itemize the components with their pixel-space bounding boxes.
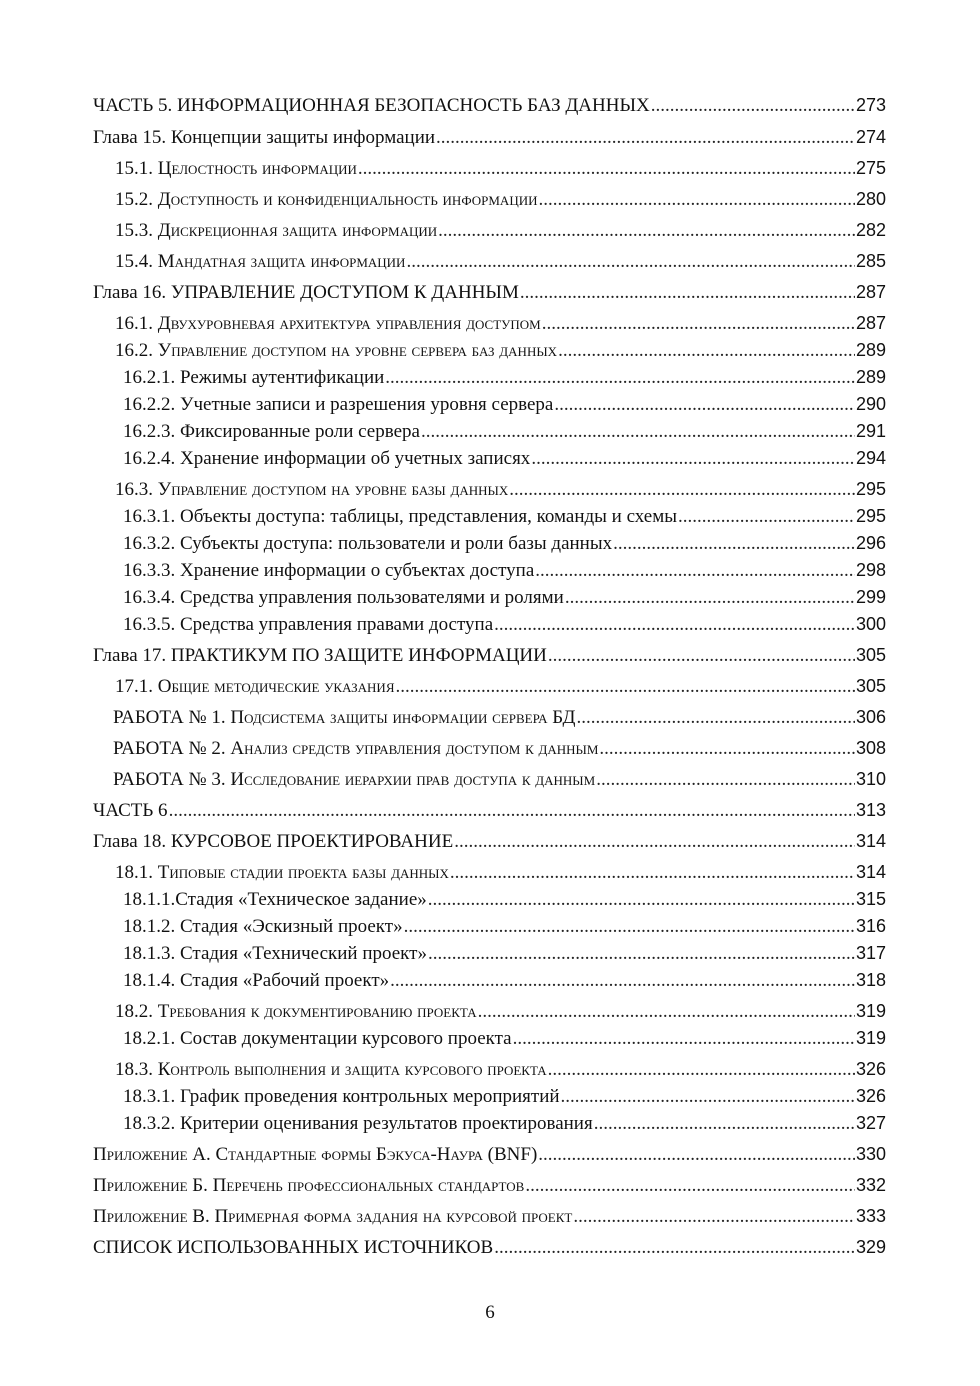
- toc-entry-title: ЧАСТЬ 5. ИНФОРМАЦИОННАЯ БЕЗОПАСНОСТЬ БАЗ ДАННЫХ: [93, 95, 650, 116]
- toc-entry-page: 274: [855, 127, 886, 147]
- toc-entry-title: 18.1. Типовые стадии проекта базы данных: [115, 862, 449, 883]
- toc-entry-title: Глава 16. УПРАВЛЕНИЕ ДОСТУПОМ К ДАННЫМ: [93, 282, 519, 303]
- toc-entry-subsection-18-3-1[interactable]: [93, 1083, 886, 1110]
- toc-entry-title: СПИСОК ИСПОЛЬЗОВАННЫХ ИСТОЧНИКОВ: [93, 1237, 494, 1258]
- toc-entry-title: Глава 15. Концепции защиты информации: [93, 127, 436, 148]
- toc-entry-title: 16.3.4. Средства управления пользователями и ролями: [123, 587, 564, 608]
- toc-entry-subsection-16-3-3[interactable]: [93, 557, 886, 584]
- toc-entry-page: 308: [855, 738, 886, 758]
- toc-leader-dots: [554, 392, 855, 418]
- toc-leader-dots: [525, 1173, 855, 1199]
- toc-entry-section-17-1[interactable]: [93, 673, 886, 700]
- toc-entry-title: 16.2. Управление доступом на уровне сервера баз данных: [115, 340, 558, 361]
- toc-entry-page: 319: [855, 1028, 886, 1048]
- toc-entry-page: 317: [855, 943, 886, 963]
- toc-leader-dots: [531, 446, 855, 472]
- toc-entry-subsection-18-1-2[interactable]: [93, 913, 886, 940]
- toc-entry-section-15-4[interactable]: [93, 248, 886, 275]
- toc-leader-dots: [573, 1204, 855, 1230]
- toc-entry-title: 18.2.1. Состав документации курсового проекта: [123, 1028, 512, 1049]
- toc-entry-section-15-3[interactable]: [93, 217, 886, 244]
- toc-entry-page: 287: [855, 282, 886, 302]
- toc-entry-page: 315: [855, 889, 886, 909]
- toc-entry-title: Приложение В. Примерная форма задания на курсовой проект: [93, 1206, 573, 1227]
- toc-entry-chapter-18[interactable]: [93, 828, 886, 855]
- toc-entry-section-16-3[interactable]: [93, 476, 886, 503]
- toc-leader-dots: [509, 477, 855, 503]
- toc-entry-title: 15.1. Целостность информации: [115, 158, 357, 179]
- toc-entry-references[interactable]: [93, 1234, 886, 1261]
- toc-entry-page: 287: [855, 313, 886, 333]
- toc-entry-part-5[interactable]: [93, 92, 886, 119]
- toc-leader-dots: [494, 1235, 855, 1261]
- toc-leader-dots: [454, 829, 855, 855]
- toc-entry-title: 16.3.5. Средства управления правами доступа: [123, 614, 494, 635]
- toc-leader-dots: [535, 558, 855, 584]
- toc-entry-title: 16.2.1. Режимы аутентификации: [123, 367, 385, 388]
- toc-entry-subsection-16-2-1[interactable]: [93, 364, 886, 391]
- toc-leader-dots: [385, 365, 855, 391]
- toc-entry-page: 291: [855, 421, 886, 441]
- toc-entry-page: 280: [855, 189, 886, 209]
- toc-entry-subsection-18-1-4[interactable]: [93, 967, 886, 994]
- toc-leader-dots: [594, 1111, 855, 1137]
- toc-entry-page: 314: [855, 862, 886, 882]
- toc-leader-dots: [494, 612, 855, 638]
- toc-entry-title: 18.3.1. График проведения контрольных мероприятий: [123, 1086, 560, 1107]
- toc-leader-dots: [438, 218, 855, 244]
- toc-entry-part-6[interactable]: [93, 797, 886, 824]
- toc-entry-subsection-16-3-4[interactable]: [93, 584, 886, 611]
- toc-entry-section-16-2[interactable]: [93, 337, 886, 364]
- toc-leader-dots: [513, 1026, 855, 1052]
- toc-leader-dots: [520, 280, 855, 306]
- toc-leader-dots: [596, 767, 855, 793]
- toc-leader-dots: [576, 705, 855, 731]
- toc-entry-section-18-2[interactable]: [93, 998, 886, 1025]
- toc-entry-page: 314: [855, 831, 886, 851]
- toc-entry-page: 300: [855, 614, 886, 634]
- toc-entry-section-18-3[interactable]: [93, 1056, 886, 1083]
- toc-entry-title: 15.3. Дискреционная защита информации: [115, 220, 438, 241]
- toc-entry-subsection-16-3-1[interactable]: [93, 503, 886, 530]
- toc-entry-title: 16.2.2. Учетные записи и разрешения уровня сервера: [123, 394, 554, 415]
- toc-entry-page: 298: [855, 560, 886, 580]
- toc-entry-title: 18.3. Контроль выполнения и защита курсового проекта: [115, 1059, 547, 1080]
- toc-entry-title: 16.3.3. Хранение информации о субъектах доступа: [123, 560, 535, 581]
- toc-entry-page: 333: [855, 1206, 886, 1226]
- toc-entry-page: 273: [855, 95, 886, 115]
- toc-entry-appendix-c[interactable]: [93, 1203, 886, 1230]
- toc-entry-chapter-17[interactable]: [93, 642, 886, 669]
- toc-leader-dots: [613, 531, 855, 557]
- toc-entry-page: 330: [855, 1144, 886, 1164]
- toc-entry-page: 310: [855, 769, 886, 789]
- toc-entry-chapter-15[interactable]: [93, 124, 886, 151]
- toc-entry-page: 327: [855, 1113, 886, 1133]
- toc-entry-title: 16.1. Двухуровневая архитектура управления доступом: [115, 313, 541, 334]
- toc-entry-page: 316: [855, 916, 886, 936]
- toc-entry-page: 306: [855, 707, 886, 727]
- toc-entry-page: 275: [855, 158, 886, 178]
- toc-entry-title: 18.1.1.Стадия «Техническое задание»: [123, 889, 427, 910]
- toc-entry-title: 16.2.4. Хранение информации об учетных записях: [123, 448, 531, 469]
- toc-leader-dots: [390, 968, 855, 994]
- toc-entry-title: 16.3. Управление доступом на уровне базы данных: [115, 479, 509, 500]
- toc-leader-dots: [542, 311, 855, 337]
- toc-entry-section-15-2[interactable]: [93, 186, 886, 213]
- toc-leader-dots: [561, 1084, 855, 1110]
- toc-leader-dots: [169, 798, 855, 824]
- toc-leader-dots: [558, 338, 855, 364]
- toc-entry-subsection-18-1-3[interactable]: [93, 940, 886, 967]
- toc-leader-dots: [428, 887, 855, 913]
- toc-leader-dots: [478, 999, 855, 1025]
- toc-entry-page: 285: [855, 251, 886, 271]
- toc-entry-title: 15.4. Мандатная защита информации: [115, 251, 406, 272]
- toc-entry-subsection-18-2-1[interactable]: [93, 1025, 886, 1052]
- toc-entry-title: Приложение Б. Перечень профессиональных стандартов: [93, 1175, 525, 1196]
- toc-entry-subsection-16-3-2[interactable]: [93, 530, 886, 557]
- toc-entry-chapter-16[interactable]: [93, 279, 886, 306]
- toc-leader-dots: [538, 187, 854, 213]
- toc-entry-subsection-16-2-4[interactable]: [93, 445, 886, 472]
- toc-entry-title: 18.1.4. Стадия «Рабочий проект»: [123, 970, 390, 991]
- toc-entry-title: Приложение А. Стандартные формы Бэкуса-Наура (BNF): [93, 1144, 538, 1165]
- toc-leader-dots: [406, 249, 855, 275]
- toc-entry-title: РАБОТА № 2. Анализ средств управления доступом к данным: [113, 738, 599, 759]
- toc-entry-title: 18.2. Требования к документированию проекта: [115, 1001, 477, 1022]
- toc-entry-appendix-a[interactable]: [93, 1141, 886, 1168]
- toc-entry-lab-1[interactable]: [93, 704, 886, 731]
- toc-entry-section-18-1[interactable]: [93, 859, 886, 886]
- toc-entry-title: 17.1. Общие методические указания: [115, 676, 395, 697]
- toc-entry-page: 313: [855, 800, 886, 820]
- toc-entry-title: 16.2.3. Фиксированные роли сервера: [123, 421, 420, 442]
- toc-leader-dots: [678, 504, 855, 530]
- toc-leader-dots: [565, 585, 855, 611]
- toc-leader-dots: [548, 643, 855, 669]
- toc-entry-subsection-18-1-1[interactable]: [93, 886, 886, 913]
- toc-leader-dots: [404, 914, 855, 940]
- toc-entry-page: 289: [855, 367, 886, 387]
- toc-entry-title: Глава 17. ПРАКТИКУМ ПО ЗАЩИТЕ ИНФОРМАЦИИ: [93, 645, 547, 666]
- toc-leader-dots: [436, 125, 855, 151]
- toc-leader-dots: [538, 1142, 855, 1168]
- toc-leader-dots: [358, 156, 855, 182]
- toc-entry-title: 15.2. Доступность и конфиденциальность информации: [115, 189, 538, 210]
- toc-entry-subsection-16-3-5[interactable]: [93, 611, 886, 638]
- toc-entry-lab-3[interactable]: [93, 766, 886, 793]
- toc-entry-page: 296: [855, 533, 886, 553]
- toc-entry-page: 289: [855, 340, 886, 360]
- toc-entry-page: 299: [855, 587, 886, 607]
- toc-entry-title: 16.3.1. Объекты доступа: таблицы, представления, команды и схемы: [123, 506, 678, 527]
- toc-entry-page: 326: [855, 1059, 886, 1079]
- toc-entry-title: РАБОТА № 1. Подсистема защиты информации сервера БД: [113, 707, 576, 728]
- toc-entry-section-15-1[interactable]: [93, 155, 886, 182]
- toc-entry-page: 332: [855, 1175, 886, 1195]
- toc-entry-page: 318: [855, 970, 886, 990]
- toc-leader-dots: [450, 860, 855, 886]
- toc-leader-dots: [428, 941, 855, 967]
- toc-entry-subsection-18-3-2[interactable]: [93, 1110, 886, 1137]
- toc-entry-title: РАБОТА № 3. Исследование иерархии прав доступа к данным: [113, 769, 596, 790]
- toc-entry-page: 295: [855, 506, 886, 526]
- page-number: 6: [485, 1302, 495, 1323]
- toc-entry-title: 18.1.3. Стадия «Технический проект»: [123, 943, 427, 964]
- toc-entry-title: 16.3.2. Субъекты доступа: пользователи и роли базы данных: [123, 533, 613, 554]
- toc-entry-title: ЧАСТЬ 6: [93, 800, 168, 821]
- toc-entry-section-16-1[interactable]: [93, 310, 886, 337]
- toc-leader-dots: [396, 674, 855, 700]
- toc-entry-page: 282: [855, 220, 886, 240]
- toc-leader-dots: [421, 419, 855, 445]
- toc-entry-title: 18.3.2. Критерии оценивания результатов проектирования: [123, 1113, 593, 1134]
- toc-entry-page: 305: [855, 645, 886, 665]
- toc-entry-page: 326: [855, 1086, 886, 1106]
- table-of-contents: [93, 92, 886, 1261]
- toc-entry-subsection-16-2-3[interactable]: [93, 418, 886, 445]
- toc-entry-page: 295: [855, 479, 886, 499]
- toc-entry-subsection-16-2-2[interactable]: [93, 391, 886, 418]
- toc-leader-dots: [548, 1057, 855, 1083]
- toc-entry-page: 290: [855, 394, 886, 414]
- toc-entry-page: 305: [855, 676, 886, 696]
- toc-entry-appendix-b[interactable]: [93, 1172, 886, 1199]
- toc-entry-page: 319: [855, 1001, 886, 1021]
- toc-leader-dots: [651, 93, 855, 119]
- toc-leader-dots: [599, 736, 855, 762]
- toc-entry-page: 329: [855, 1237, 886, 1257]
- toc-entry-page: 294: [855, 448, 886, 468]
- toc-entry-lab-2[interactable]: [93, 735, 886, 762]
- toc-entry-title: 18.1.2. Стадия «Эскизный проект»: [123, 916, 403, 937]
- toc-entry-title: Глава 18. КУРСОВОЕ ПРОЕКТИРОВАНИЕ: [93, 831, 454, 852]
